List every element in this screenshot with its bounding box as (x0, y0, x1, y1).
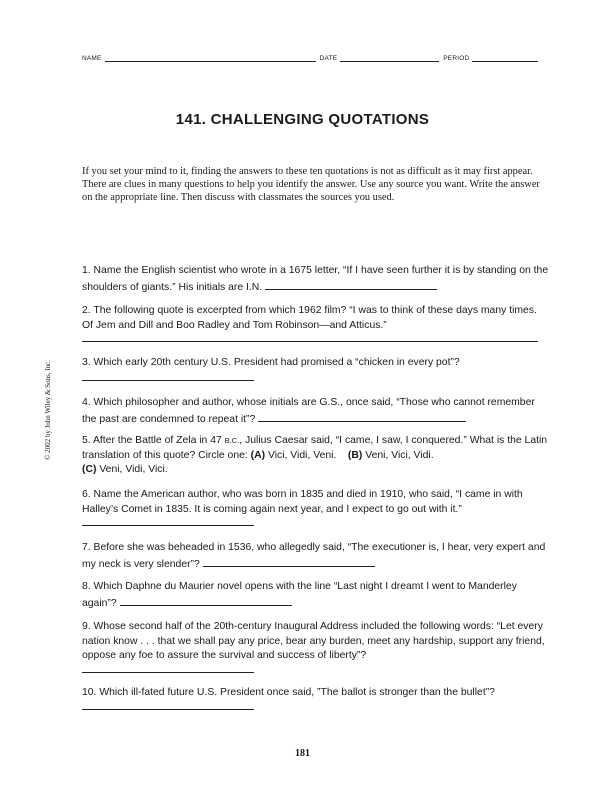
period-label: PERIOD (443, 55, 470, 62)
bc-abbreviation: B.C. (224, 436, 240, 445)
option-b-text[interactable]: Veni, Vici, Vidi. (362, 449, 434, 461)
question-text: 2. The following quote is excerpted from which 1962 film? “I was to think of these days many times. Of Jem and Dill and Boo Radley and Tom Robinson—and Atticus.” (82, 305, 537, 331)
question-text: 6. Name the American author, who was born in 1835 and died in 1910, who said, “I came in with Halley’s Comet in 1835. It is coming again next year, and I expect to go out with it.” (82, 489, 523, 515)
answer-blank[interactable] (258, 411, 466, 422)
answer-blank[interactable] (120, 595, 292, 606)
period-field[interactable] (472, 55, 538, 62)
question-4 (82, 396, 550, 427)
question-text-end: , Julius Caesar said, “I came, I saw, I conquered.” What is the Latin translation of this quote? Circle one: (82, 435, 548, 461)
page-number: 181 (295, 748, 310, 759)
answer-blank[interactable] (82, 371, 254, 381)
question-text: 1. Name the English scientist who wrote in a 1675 letter, “If I have seen further it is by standing on the shoulders of giants.” His initials are I.N. (82, 265, 549, 293)
option-c-text[interactable]: Veni, Vidi, Vici. (96, 464, 168, 475)
answer-blank[interactable] (203, 556, 375, 567)
question-7 (82, 541, 550, 572)
question-2 (82, 304, 550, 342)
instructions: If you set your mind to it, finding the answers to these ten quotations is not as difficult as it may first appear. There are clues in many questions to help you identify the answer. Use any source you want. Write the answer on the appropriate line. Then discuss with classmates the sources you used. (82, 166, 540, 204)
question-6 (82, 488, 550, 526)
copyright-notice: © 2002 by John Wiley & Sons, Inc. (44, 360, 52, 460)
question-1 (82, 264, 550, 295)
question-text-start: 5. After the Battle of Zela in 47 (82, 435, 225, 446)
option-a-text[interactable]: Vici, Vidi, Veni. (265, 449, 337, 461)
date-label: DATE (319, 55, 338, 62)
student-info-header (82, 55, 548, 62)
question-9 (82, 620, 550, 673)
option-c-label[interactable]: (C) (82, 464, 97, 475)
answer-blank[interactable] (82, 517, 254, 526)
name-field[interactable] (105, 55, 316, 62)
option-b-label[interactable]: (B) (347, 449, 363, 461)
question-text: 7. Before she was beheaded in 1536, who allegedly said, “The executioner is, I hear, very expert and my neck is very slender”? (82, 542, 546, 570)
answer-blank[interactable] (82, 664, 254, 673)
question-5 (82, 434, 550, 478)
question-10 (82, 686, 550, 710)
answer-blank[interactable] (82, 701, 254, 710)
answer-blank[interactable] (265, 279, 437, 290)
page-title: 141. CHALLENGING QUOTATIONS (175, 111, 430, 128)
answer-blank[interactable] (82, 333, 538, 342)
date-field[interactable] (340, 55, 439, 62)
question-8 (82, 580, 550, 611)
question-text: 8. Which Daphne du Maurier novel opens with the line “Last night I dreamt I went to Manderley again”? (82, 581, 517, 609)
option-a-label[interactable]: (A) (250, 449, 266, 461)
question-3 (82, 356, 550, 381)
name-label: NAME (82, 55, 102, 62)
question-text: 10. Which ill-fated future U.S. President once said, ”The ballot is stronger than the bullet”? (82, 687, 495, 698)
question-text: 4. Which philosopher and author, whose initials are G.S., once said, “Those who cannot remember the past are condemned to repeat it”? (82, 397, 535, 425)
question-text: 3. Which early 20th century U.S. President had promised a “chicken in every pot”? (82, 357, 460, 368)
question-text: 9. Whose second half of the 20th-century Inaugural Address included the following words: “Let every nation know . . . that we shall pay any price, bear any burden, meet any hardship, support any friend, oppose any foe to assure the survival and success of liberty”? (82, 621, 545, 661)
